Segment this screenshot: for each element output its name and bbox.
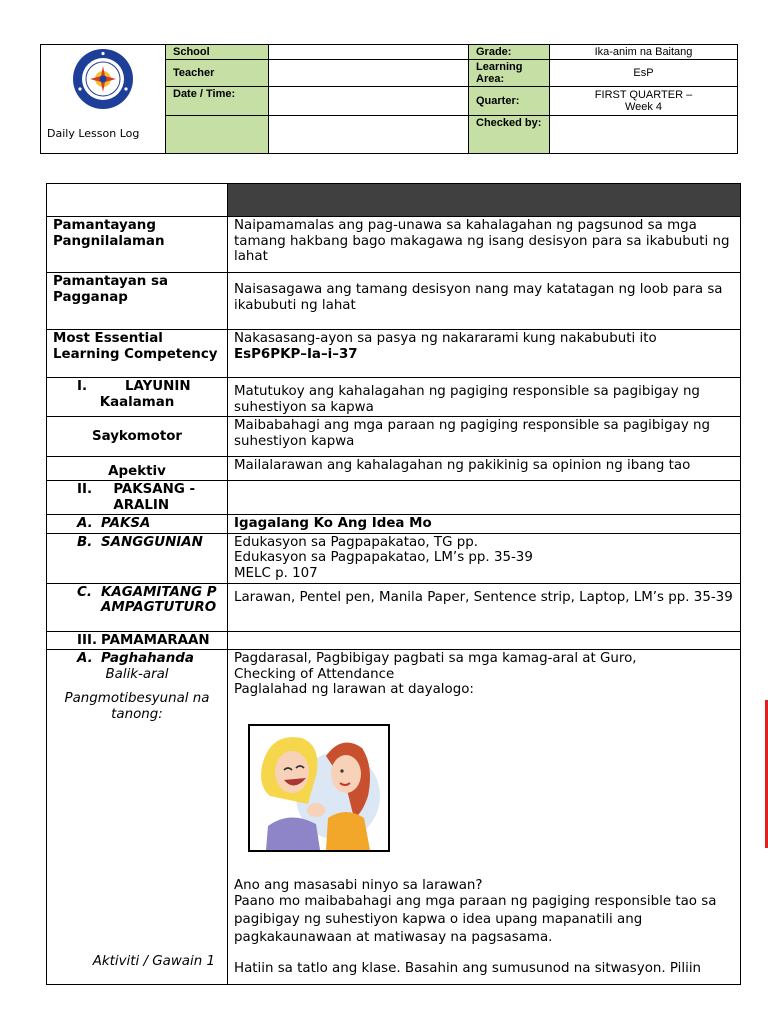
pamamaraan-cell [47,631,228,650]
learning-area-label: Learning Area: [469,60,550,87]
question-item: Ano ang masasabi ninyo sa larawan? [234,877,483,893]
list-item: Edukasyon sa Pagpapakatao, LM’s pp. 35-39 [234,550,533,565]
checked-value[interactable] [550,116,738,154]
checked-field[interactable] [269,116,469,154]
layunin-label: LAYUNIN [125,379,191,394]
quarter-line-2: Week 4 [624,101,663,113]
saykomotor-text: Maibabahagi ang mga paraan ng pagiging responsible sa pagibigay ng suhestiyon kapwa [228,417,741,457]
layunin-cell [47,378,228,417]
list-item: Paglalahad ng larawan at dayalogo: [234,682,474,697]
pamamaraan-num: III. [77,632,98,648]
logo-cell [41,45,166,116]
saykomotor-label: Saykomotor [47,417,228,457]
kaalaman-text: Matutukoy ang kahalagahan ng pagiging responsible sa pagibigay ng suhestiyon sa kapwa [228,378,741,417]
lesson-table [46,183,741,985]
quarter-line-1: FIRST QUARTER – [594,89,693,101]
row-pamantayang [47,217,741,273]
row-paksa [47,515,741,534]
teacher-label: Teacher [166,60,269,87]
date-label: Date / Time: [166,87,269,116]
pangmotibesyunal-label: Pangmotibesyunal na tanong: [64,691,210,722]
paghahanda-content [228,650,741,985]
learning-area-value: EsP [550,60,738,87]
apektiv-text: Mailalarawan ang kahalagahan ng pakikinig sa opinion ng ibang tao [228,457,741,481]
paksang-empty [228,481,741,515]
row-saykomotor [47,417,741,457]
paksang-cell [47,481,228,515]
row-kaalaman [47,378,741,417]
pagganap-label: Pamantayan sa Pagganap [47,273,228,330]
deped-seal-icon [72,48,134,110]
kagamitan-text: Larawan, Pentel pen, Manila Paper, Sentence strip, Laptop, LM’s pp. 35-39 [228,583,741,631]
pamamaraan-empty [228,631,741,650]
table-head-row [47,184,741,217]
header-table [40,44,738,154]
kagamitan-label: KAGAMITANG PAMPAGTUTURO [101,584,217,615]
layunin-num: I. [77,379,88,394]
illustration-frame [248,724,390,852]
head-left-cell [47,184,228,217]
two-girls-illustration [250,726,388,850]
row-paksang-aralin [47,481,741,515]
paksang-label: PAKSANG - ARALIN [113,482,196,513]
paghahanda-label: Paghahanda [101,651,194,666]
row-pamamaraan [47,631,741,650]
row-sanggunian [47,533,741,583]
pamantayang-text: Naipamamalas ang pag-unawa sa kahalagahan ng pagsunod sa mga tamang hakbang bago makagawa ng isang desisyon para sa ikabubuti ng lahat [228,217,741,273]
question-item: Paano mo maibabahagi ang mga paraan ng pagiging responsible tao sa pagibigay ng suhestiyon kapwa o idea upang mapanatili ang pagkakaunawaan at matiwasay na pagsasama. [234,894,717,945]
pagganap-text: Naisasagawa ang tamang desisyon nang may katatagan ng loob para sa ikabubuti ng lahat [228,273,741,330]
apektiv-label: Apektiv [47,457,228,481]
kaalaman-label: Kaalaman [99,394,175,410]
melc-text: Nakasasang-ayon sa pasya ng nakararami kung nakabubuti ito [234,331,657,346]
paksa-cell [47,515,228,534]
melc-cell [228,330,741,378]
head-right-cell [228,184,741,217]
kagamitan-num: C. [77,584,92,600]
list-item: Edukasyon sa Pagpapakatao, TG pp. [234,534,478,550]
school-label: School [166,45,269,60]
checked-cell-blank [166,116,269,154]
row-apektiv [47,457,741,481]
sanggunian-cell [47,533,228,583]
paksang-num: II. [77,482,93,497]
sanggunian-list [228,533,741,583]
pamamaraan-label: PAMAMARAAN [101,632,210,648]
grade-value: Ika-anim na Baitang [550,45,738,60]
sanggunian-num: B. [77,534,93,550]
log-title: Daily Lesson Log [41,116,166,154]
row-melc [47,330,741,378]
grade-label: Grade: [469,45,550,60]
list-item: Pagdarasal, Pagbibigay pagbati sa mga kamag-aral at Guro, [234,651,637,666]
melc-code: EsP6PKP–Ia–i–37 [234,346,358,362]
paksa-num: A. [77,516,93,531]
kagamitan-cell [47,583,228,631]
list-item: Checking of Attendance [234,666,395,682]
list-item: MELC p. 107 [234,565,318,581]
teacher-field[interactable] [269,60,469,87]
school-field[interactable] [269,45,469,60]
row-paghahanda [47,650,741,985]
pamantayang-label: Pamantayang Pangnilalaman [47,217,228,273]
sanggunian-label: SANGGUNIAN [101,534,203,550]
paksa-label: PAKSA [101,516,151,531]
quarter-value [550,87,738,116]
aktiviti-text: Hatiin sa tatlo ang klase. Basahin ang sumusunod na sitwasyon. Piliin [234,961,702,976]
row-kagamitan [47,583,741,631]
paghahanda-num: A. [77,651,93,666]
quarter-label: Quarter: [469,87,550,116]
aktiviti-label: Aktiviti / Gawain 1 [92,953,215,969]
paksa-text: Igagalang Ko Ang Idea Mo [228,515,741,534]
checked-label: Checked by: [469,116,550,154]
balik-aral-label: Balik-aral [105,666,169,682]
paghahanda-cell [47,650,228,985]
row-pagganap [47,273,741,330]
melc-label: Most Essential Learning Competency [47,330,228,378]
date-field[interactable] [269,87,469,116]
